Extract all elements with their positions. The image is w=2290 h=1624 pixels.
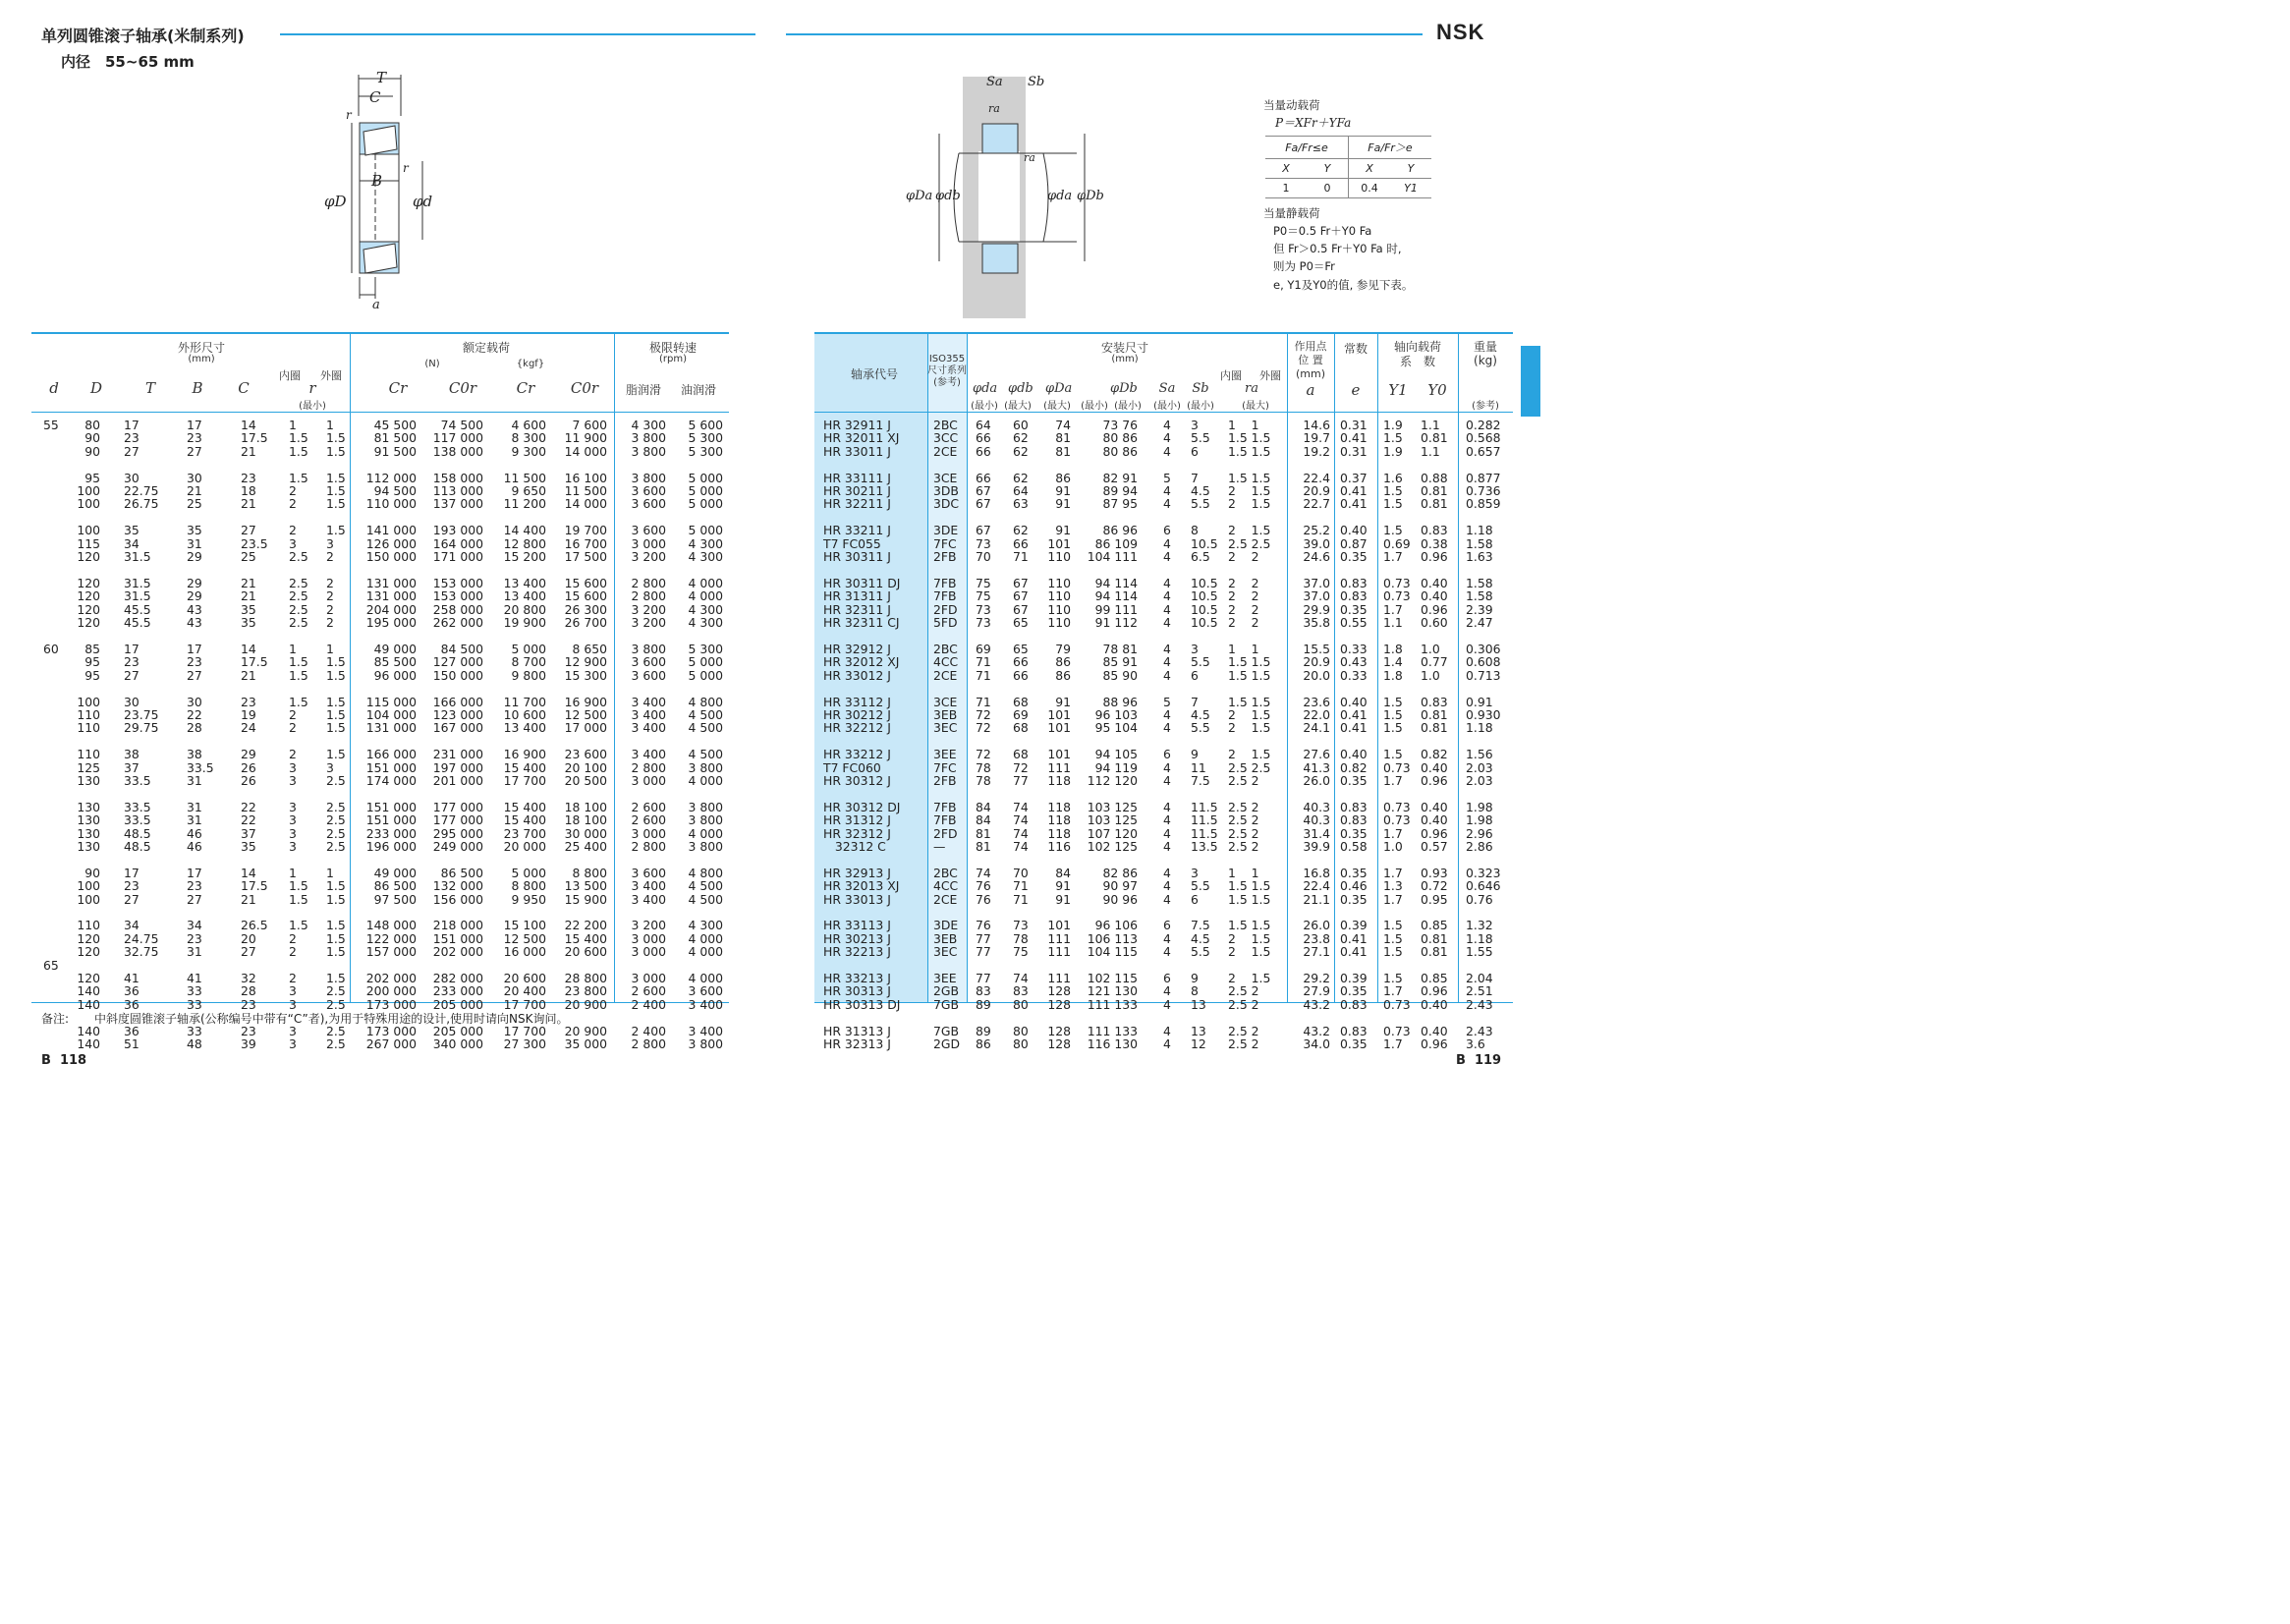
- right-col-weight: 0.282 0.568 0.657 0.877 0.736 0.859 1.18 1.58 1.63 1.58 1.58 2.39 2.47 0.306 0.608 0.713 0.91 0.930 1.18 1.56 2.03 2.03 1.98 1.98 2.96 2.86 0.323 0.646 0.76 1.32 1.18 1.55 2.04 2.51 2.43 2.43 3.6: [1466, 418, 1501, 1052]
- rh-Y0: Y0: [1427, 381, 1447, 399]
- rh-min-2: (最小): [1081, 401, 1108, 412]
- right-col-Sa: 4 4 4 5 4 4 6 4 4 4 4 4 4 4 4 4 5 4 4 6 4 4 4 4 4 4 4 4 4 6 4 4 6 4 4 4 4: [1163, 418, 1171, 1052]
- lt-v1: 1: [1265, 179, 1307, 198]
- left-col-Crk: 4 600 8 300 9 300 11 500 9 650 11 200 14 400 12 800 15 200 13 400 13 400 20 800 19 900 5 000 8 700 9 800 11 700 10 600 13 400 16 900 15 400 17 700 15 400 15 400 23 700 20 000 5 000 8 800 9 950 15 100 12 500 16 000 20 600 20 400 17 700 17 700 27 300: [503, 418, 546, 1052]
- rh-min-4: (最小): [1153, 401, 1181, 412]
- dim-B-label: B: [371, 172, 383, 190]
- left-col-grease: 4 300 3 800 3 800 3 800 3 600 3 600 3 600 3 000 3 200 2 800 2 800 3 200 3 200 3 800 3 600 3 600 3 400 3 400 3 400 3 400 2 800 3 000 2 600 2 600 3 000 2 800 3 600 3 400 3 400 3 200 3 000 3 000 3 000 2 600 2 400 2 400 2 800: [631, 418, 666, 1052]
- left-col-Cr: 45 500 81 500 91 500 112 000 94 500 110 000 141 000 126 000 150 000 131 000 131 000 204 000 195 000 49 000 85 500 96 000 115 000 104 000 131 000 166 000 151 000 174 000 151 000 151 000 233 000 196 000 49 000 86 500 97 500 148 000 122 000 157 000 202 000 200 000 173 000 173 000 267 000: [365, 418, 417, 1052]
- static-load-line3: 则为 P0＝Fr: [1273, 259, 1335, 273]
- left-col-B: 17 23 27 30 21 25 35 31 29 29 29 43 43 17 23 27 30 22 28 38 33.5 31 31 31 46 46 17 23 27 34 23 31 41 33 33 33 48: [187, 418, 214, 1052]
- lh-load: 额定载荷: [462, 341, 510, 355]
- rh-ra: ra: [1245, 381, 1258, 396]
- left-table-top-rule: [31, 332, 729, 334]
- rh-iso: ISO355 尺寸系列 (参考): [927, 354, 967, 388]
- rh-e-title: 常数: [1343, 342, 1368, 356]
- dynamic-load-formula: P＝XFr＋YFa: [1275, 116, 1352, 130]
- right-col-Y0: 1.1 0.81 1.1 0.88 0.81 0.81 0.83 0.38 0.96 0.40 0.40 0.96 0.60 1.0 0.77 1.0 0.83 0.81 0.81 0.82 0.40 0.96 0.40 0.40 0.96 0.57 0.93 0.72 0.95 0.85 0.81 0.81 0.85 0.96 0.40 0.40 0.96: [1421, 418, 1448, 1052]
- dim-Sb-label: Sb: [1028, 75, 1045, 89]
- lh-outer: 外圈: [320, 369, 342, 382]
- lh-dims: 外形尺寸: [177, 341, 225, 355]
- dim-r-label-top: r: [346, 108, 352, 122]
- rh-min-1: (最小): [971, 401, 998, 412]
- rh-Sb: Sb: [1192, 381, 1209, 396]
- page-edge-tab: [1521, 346, 1540, 417]
- right-col-e: 0.31 0.41 0.31 0.37 0.41 0.41 0.40 0.87 0.35 0.83 0.83 0.35 0.55 0.33 0.43 0.33 0.40 0.41 0.41 0.40 0.82 0.35 0.83 0.83 0.35 0.58 0.35 0.46 0.35 0.39 0.41 0.41 0.39 0.35 0.83 0.83 0.35: [1340, 418, 1368, 1052]
- right-col-Da: 74 81 81 86 91 91 91 101 110 110 110 110 110 79 86 86 91 101 101 101 111 118 118 118 118 116 84 91 91 101 111 111 111 128 128 128 128: [1047, 418, 1071, 1052]
- dim-Db-label: φDb: [1077, 189, 1104, 203]
- page-number-left: B 118: [41, 1053, 87, 1068]
- lh-Crk: Cr: [516, 379, 535, 397]
- left-col-C: 14 17.5 21 23 18 21 27 23.5 25 21 21 35 35 14 17.5 21 23 19 24 29 26 26 22 22 37 35 14 17.5 21 26.5 20 27 32 28 23 23 39: [241, 418, 268, 1052]
- dim-db-label: φdb: [935, 189, 961, 203]
- lh-C: C: [238, 379, 250, 397]
- rh-outer: 外圈: [1259, 369, 1281, 382]
- right-col-Y1: 1.9 1.5 1.9 1.6 1.5 1.5 1.5 0.69 1.7 0.73 0.73 1.7 1.1 1.8 1.4 1.8 1.5 1.5 1.5 1.5 0.73 1.7 0.73 0.73 1.7 1.0 1.7 1.3 1.7 1.5 1.5 1.5 1.5 1.7 0.73 0.73 1.7: [1383, 418, 1411, 1052]
- rh-db: φdb: [1008, 381, 1033, 396]
- right-table-top-rule: [814, 332, 1513, 334]
- rh-a: a: [1306, 381, 1315, 399]
- left-table-sep-2: [614, 333, 615, 1002]
- right-col-iso: 2BC 3CC 2CE 3CE 3DB 3DC 3DE 7FC 2FB 7FB 7FB 2FD 5FD 2BC 4CC 2CE 3CE 3EB 3EC 3EE 7FC 2FB 7FB 7FB 2FD — 2BC 4CC 2CE 3DE 3EB 3EC 3EE 2GB 7GB 7GB 2GD: [933, 418, 961, 1052]
- dim-r-label-inner: r: [403, 161, 409, 175]
- lh-load-kgf: {kgf}: [516, 359, 545, 369]
- note-label: 备注:: [41, 1012, 70, 1026]
- left-col-r-inner: 1 1.5 1.5 1.5 2 2 2 3 2.5 2.5 2.5 2.5 2.5 1 1.5 1.5 1.5 2 2 2 3 3 3 3 3 3 1 1.5 1.5 1.5 2 2 2 3 3 3 3: [289, 418, 308, 1052]
- left-col-C0r: 74 500 117 000 138 000 158 000 113 000 137 000 193 000 164 000 171 000 153 000 153 000 258 000 262 000 84 500 127 000 150 000 166 000 123 000 167 000 231 000 197 000 201 000 177 000 177 000 295 000 249 000 86 500 132 000 156 000 218 000 151 000 202 000 282 000 233 000 205 000 205 000 340 000: [432, 418, 483, 1052]
- rh-min-3: (最小): [1114, 401, 1142, 412]
- lt-x1: X: [1265, 159, 1307, 179]
- rh-weight: 重量 (kg): [1473, 340, 1497, 367]
- right-col-a: 14.6 19.7 19.2 22.4 20.9 22.7 25.2 39.0 24.6 37.0 37.0 29.9 35.8 15.5 20.9 20.0 23.6 22.0 24.1 27.6 41.3 26.0 40.3 40.3 31.4 39.9 16.8 22.4 21.1 26.0 23.8 27.1 29.2 27.9 43.2 43.2 34.0: [1303, 418, 1330, 1052]
- dim-Sa-label: Sa: [986, 75, 1003, 89]
- right-table-header-rule: [814, 412, 1513, 413]
- left-col-d: 55 60 65: [43, 418, 59, 973]
- lh-C0rk: C0r: [570, 379, 599, 397]
- right-col-code: HR 32911 J HR 32011 XJ HR 33011 J HR 33111 J HR 30211 J HR 32211 J HR 33211 J T7 FC055 HR 30311 J HR 30311 DJ HR 31311 J HR 32311 J HR 32311 CJ HR 32912 J HR 32012 XJ HR 33012 J HR 33112 J HR 30212 J HR 32212 J HR 33212 J T7 FC060 HR 30312 J HR 30312 DJ HR 31312 J HR 32312 J 32312 C HR 32913 J HR 32013 XJ HR 33013 J HR 33113 J HR 30213 J HR 32213 J HR 33213 J HR 30313 J HR 30313 DJ HR 31313 J HR 32313 J: [823, 418, 901, 1052]
- lt-v3: 0.4: [1349, 179, 1391, 198]
- lh-dims-unit: (mm): [188, 354, 215, 364]
- lt-x2: X: [1349, 159, 1391, 179]
- static-load-line2: 但 Fr＞0.5 Fr＋Y0 Fa 时,: [1273, 242, 1402, 255]
- lt-y1: Y: [1307, 159, 1349, 179]
- nsk-logo: NSK: [1436, 20, 1485, 44]
- right-col-Db: 73 76 80 86 80 86 82 91 89 94 87 95 86 96 86 109 104 111 94 114 94 114 99 111 91 112 78 81 85 91 85 90 88 96 96 103 95 104 94 105 94 119 112 120 103 125 103 125 107 120 102 125 82 86 90 97 90 96 96 106 106 113 104 115 102 115 121 130 111 133 111 133 116 130: [1087, 418, 1138, 1052]
- lh-r: r: [308, 379, 316, 397]
- dim-T-label: T: [376, 69, 387, 86]
- lh-Cr: Cr: [388, 379, 408, 397]
- rh-weight-ref: (参考): [1472, 401, 1499, 412]
- right-sep-4: [1334, 333, 1335, 1002]
- rh-max-1: (最大): [1004, 401, 1032, 412]
- rh-a-title: 作用点 位 置 (mm): [1294, 340, 1327, 380]
- right-col-da: 64 66 66 66 67 67 67 73 70 75 75 73 73 69 71 71 71 72 72 72 78 78 84 84 81 81 74 76 76 76 77 77 77 83 89 89 86: [976, 418, 991, 1052]
- rh-max-2: (最大): [1043, 401, 1071, 412]
- bearing-cross-section-diagram: [314, 67, 452, 312]
- lh-speed: 极限转速: [648, 341, 697, 355]
- lt-h1: Fa/Fr≤e: [1265, 137, 1349, 159]
- lt-y2: Y: [1390, 159, 1431, 179]
- page-number-right: B 119: [1456, 1053, 1502, 1068]
- dim-d-label: φd: [413, 193, 433, 210]
- lh-grease: 脂润滑: [625, 383, 661, 397]
- rh-Da: φDa: [1045, 381, 1073, 396]
- left-col-r-outer: 1 1.5 1.5 1.5 1.5 1.5 1.5 3 2 2 2 2 2 1 1.5 1.5 1.5 1.5 1.5 1.5 3 2.5 2.5 2.5 2.5 2.5 1 1.5 1.5 1.5 1.5 1.5 1.5 2.5 2.5 2.5 2.5: [326, 418, 346, 1052]
- right-col-ra: 1 1 1.5 1.5 1.5 1.5 1.5 1.5 2 1.5 2 1.5 2 1.5 2.5 2.5 2 2 2 2 2 2 2 2 2 2 1 1 1.5 1.5 1.5 1.5 1.5 1.5 2 1.5 2 1.5 2 1.5 2.5 2.5 2.5 2 2.5 2 2.5 2 2.5 2 2.5 2 1 1 1.5 1.5 1.5 1.5 1.5 1.5 2 1.5 2 1.5 2 1.5 2.5 2 2.5 2 2.5 2 2.5 2: [1228, 418, 1271, 1052]
- static-load-line4: e, Y1及Y0的值, 参见下表。: [1273, 278, 1414, 292]
- rh-max-3: (最大): [1242, 401, 1269, 412]
- rh-inner: 内圈: [1220, 369, 1242, 382]
- left-table-header-rule: [31, 412, 729, 413]
- page-title: 单列圆锥滚子轴承(米制系列): [41, 27, 245, 45]
- lh-C0r: C0r: [448, 379, 477, 397]
- right-col-Sb: 3 5.5 6 7 4.5 5.5 8 10.5 6.5 10.5 10.5 10.5 10.5 3 5.5 6 7 4.5 5.5 9 11 7.5 11.5 11.5 11.5 13.5 3 5.5 6 7.5 4.5 5.5 9 8 13 13 12: [1191, 418, 1218, 1052]
- left-col-C0rk: 7 600 11 900 14 000 16 100 11 500 14 000 19 700 16 700 17 500 15 600 15 600 26 300 26 700 8 650 12 900 15 300 16 900 12 500 17 000 23 600 20 100 20 500 18 100 18 100 30 000 25 400 8 800 13 500 15 900 22 200 15 400 20 600 28 800 23 800 20 900 20 900 35 000: [564, 418, 607, 1052]
- page-subtitle: 内径 55~65 mm: [61, 53, 195, 71]
- lh-speed-unit: (rpm): [658, 354, 687, 364]
- rh-axial: 轴向载荷 系 数: [1393, 340, 1441, 368]
- dim-ra-label-2: ra: [1024, 151, 1035, 164]
- rh-da: φda: [973, 381, 998, 396]
- rh-code: 轴承代号: [850, 367, 898, 381]
- lh-d: d: [49, 379, 59, 397]
- dim-ra-label: ra: [988, 102, 1000, 115]
- right-sep-2: [967, 333, 968, 1002]
- dim-a-label: a: [372, 298, 380, 312]
- dynamic-load-title: 当量动载荷: [1263, 98, 1320, 112]
- right-sep-3: [1287, 333, 1288, 1002]
- left-col-oil: 5 600 5 300 5 300 5 000 5 000 5 000 5 000 4 300 4 300 4 000 4 000 4 300 4 300 5 300 5 000 5 000 4 800 4 500 4 500 4 500 3 800 4 000 3 800 3 800 4 000 3 800 4 800 4 500 4 500 4 300 4 000 4 000 4 000 3 600 3 400 3 400 3 800: [688, 418, 723, 1052]
- load-factor-table: [1265, 136, 1431, 198]
- static-load-line1: P0＝0.5 Fr＋Y0 Fa: [1273, 224, 1372, 238]
- rh-min-5: (最小): [1187, 401, 1214, 412]
- dim-Da-label: φDa: [906, 189, 933, 203]
- lh-D: D: [89, 379, 103, 397]
- right-sep-1: [927, 333, 928, 1002]
- right-sep-6: [1458, 333, 1459, 1002]
- lt-v4: Y1: [1390, 179, 1431, 198]
- lh-B: B: [192, 379, 203, 397]
- rh-Sa: Sa: [1158, 381, 1176, 396]
- lh-oil: 油润滑: [680, 383, 716, 397]
- lh-load-n: (N): [424, 359, 440, 369]
- left-col-D: 80 90 90 95 100 100 100 115 120 120 120 120 120 85 95 95 100 110 110 110 125 130 130 130 130 130 90 100 100 110 120 120 120 140 140 140 140: [77, 418, 100, 1052]
- dim-D-label: φD: [324, 193, 347, 210]
- title-rule-right: [786, 33, 1423, 35]
- dim-C-label: C: [369, 88, 381, 106]
- lt-h2: Fa/Fr＞e: [1349, 137, 1432, 159]
- left-table-sep-1: [350, 333, 351, 1002]
- lt-v2: 0: [1307, 179, 1349, 198]
- right-col-db: 60 62 62 62 64 63 62 66 71 67 67 67 65 65 66 66 68 69 68 68 72 77 74 74 74 74 70 71 71 73 78 75 74 83 80 80 80: [1013, 418, 1029, 1052]
- rh-mount-unit: (mm): [1111, 354, 1139, 364]
- rh-Y1: Y1: [1388, 381, 1408, 399]
- rh-Db: φDb: [1110, 381, 1138, 396]
- dim-da-label: φda: [1047, 189, 1073, 203]
- left-col-T: 17 23 27 30 22.75 26.75 35 34 31.5 31.5 31.5 45.5 45.5 17 23 27 30 23.75 29.75 38 37 33.5 33.5 33.5 48.5 48.5 17 23 27 34 24.75 32.75 41 36 36 36 51: [124, 418, 159, 1052]
- lh-inner: 内圈: [279, 369, 301, 382]
- lh-T: T: [144, 379, 155, 397]
- right-sep-5: [1377, 333, 1378, 1002]
- lh-r-min: (最小): [299, 401, 326, 412]
- static-load-title: 当量静载荷: [1263, 206, 1320, 220]
- title-rule-left: [280, 33, 755, 35]
- note-text: 中斜度圆锥滚子轴承(公称编号中带有“C”者),为用于特殊用途的设计,使用时请向NSK询问。: [94, 1012, 569, 1026]
- rh-e: e: [1351, 381, 1361, 399]
- rh-mount: 安装尺寸: [1100, 341, 1148, 355]
